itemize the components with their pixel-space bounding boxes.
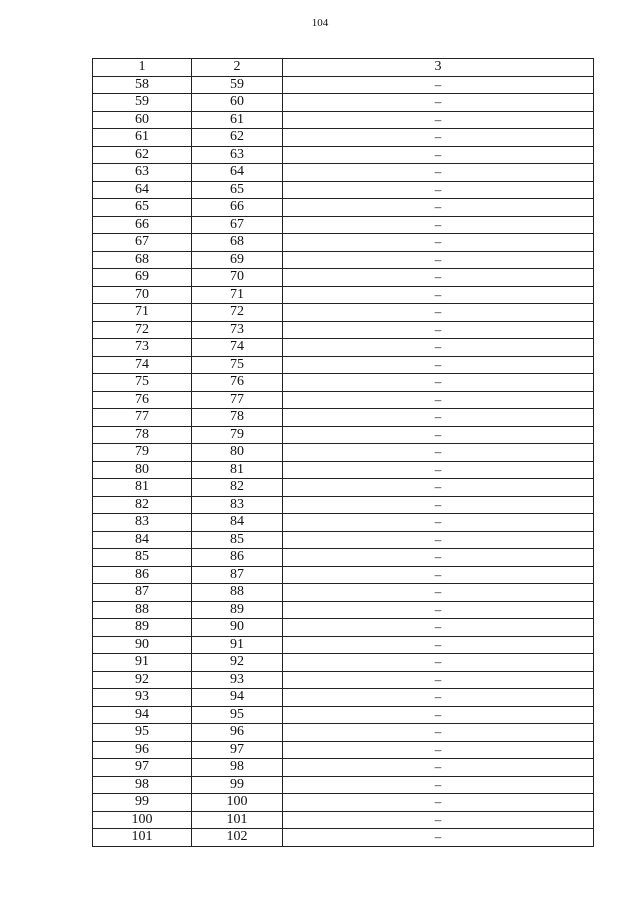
table-row: [93, 776, 594, 794]
table-cell-col-3: –: [283, 391, 594, 409]
table-row: [93, 391, 594, 409]
table-cell-col-1: 79: [93, 444, 192, 462]
table-row: [93, 654, 594, 672]
table-cell-col-1: 83: [93, 514, 192, 532]
table-cell-col-2: 94: [192, 689, 283, 707]
table-cell-col-2: 86: [192, 549, 283, 567]
table-cell-col-2: 76: [192, 374, 283, 392]
table-row: [93, 339, 594, 357]
column-header-1: 1: [93, 59, 192, 77]
table-cell-col-3: –: [283, 181, 594, 199]
table-cell-col-1: 91: [93, 654, 192, 672]
table-cell-col-3: –: [283, 566, 594, 584]
table-cell-col-3: –: [283, 654, 594, 672]
table-cell-col-1: 64: [93, 181, 192, 199]
data-table: [92, 58, 594, 847]
table-row: [93, 286, 594, 304]
table-cell-col-3: –: [283, 549, 594, 567]
table-cell-col-3: –: [283, 741, 594, 759]
table-cell-col-2: 99: [192, 776, 283, 794]
table-row: [93, 724, 594, 742]
table-cell-col-2: 71: [192, 286, 283, 304]
table-row: [93, 829, 594, 847]
table-cell-col-3: –: [283, 164, 594, 182]
table-cell-col-1: 81: [93, 479, 192, 497]
table-cell-col-1: 95: [93, 724, 192, 742]
table-cell-col-2: 64: [192, 164, 283, 182]
table-cell-col-2: 61: [192, 111, 283, 129]
table-cell-col-3: –: [283, 531, 594, 549]
table-cell-col-3: –: [283, 146, 594, 164]
table-cell-col-3: –: [283, 619, 594, 637]
table-cell-col-2: 70: [192, 269, 283, 287]
table-cell-col-3: –: [283, 94, 594, 112]
table-cell-col-1: 101: [93, 829, 192, 847]
table-cell-col-1: 85: [93, 549, 192, 567]
table-row: [93, 741, 594, 759]
table-row: [93, 234, 594, 252]
table-cell-col-3: –: [283, 321, 594, 339]
table-cell-col-1: 58: [93, 76, 192, 94]
table-cell-col-3: –: [283, 444, 594, 462]
table-row: [93, 269, 594, 287]
table-cell-col-1: 99: [93, 794, 192, 812]
table-cell-col-2: 68: [192, 234, 283, 252]
table-cell-col-3: –: [283, 409, 594, 427]
table-row: [93, 94, 594, 112]
table-cell-col-1: 73: [93, 339, 192, 357]
table-cell-col-3: –: [283, 76, 594, 94]
column-header-2: 2: [192, 59, 283, 77]
table-row: [93, 549, 594, 567]
table-cell-col-1: 84: [93, 531, 192, 549]
table-cell-col-1: 88: [93, 601, 192, 619]
table-cell-col-3: –: [283, 706, 594, 724]
table-cell-col-2: 77: [192, 391, 283, 409]
table-header-row: [93, 59, 594, 77]
table-cell-col-2: 101: [192, 811, 283, 829]
table-row: [93, 461, 594, 479]
table-row: [93, 531, 594, 549]
table-cell-col-3: –: [283, 776, 594, 794]
table-cell-col-3: –: [283, 479, 594, 497]
table-row: [93, 321, 594, 339]
table-cell-col-2: 89: [192, 601, 283, 619]
table-cell-col-1: 70: [93, 286, 192, 304]
table-cell-col-2: 78: [192, 409, 283, 427]
table-cell-col-1: 69: [93, 269, 192, 287]
table-cell-col-1: 63: [93, 164, 192, 182]
table-cell-col-1: 82: [93, 496, 192, 514]
table-row: [93, 514, 594, 532]
table-row: [93, 181, 594, 199]
table-row: [93, 356, 594, 374]
table-row: [93, 444, 594, 462]
table-cell-col-3: –: [283, 584, 594, 602]
table-cell-col-1: 93: [93, 689, 192, 707]
table-cell-col-2: 87: [192, 566, 283, 584]
table-cell-col-2: 74: [192, 339, 283, 357]
table-cell-col-1: 67: [93, 234, 192, 252]
table-cell-col-1: 65: [93, 199, 192, 217]
table-row: [93, 759, 594, 777]
table-cell-col-3: –: [283, 269, 594, 287]
table-row: [93, 584, 594, 602]
table-row: [93, 251, 594, 269]
table-cell-col-3: –: [283, 339, 594, 357]
table-cell-col-3: –: [283, 356, 594, 374]
table-cell-col-1: 71: [93, 304, 192, 322]
table-cell-col-3: –: [283, 759, 594, 777]
table-cell-col-3: –: [283, 496, 594, 514]
table-row: [93, 671, 594, 689]
table-cell-col-2: 79: [192, 426, 283, 444]
table-row: [93, 566, 594, 584]
table-row: [93, 164, 594, 182]
table-cell-col-2: 93: [192, 671, 283, 689]
table-header: [93, 59, 594, 77]
table-cell-col-2: 80: [192, 444, 283, 462]
table-cell-col-1: 68: [93, 251, 192, 269]
table-cell-col-1: 98: [93, 776, 192, 794]
table-cell-col-3: –: [283, 829, 594, 847]
table-cell-col-3: –: [283, 216, 594, 234]
table-row: [93, 111, 594, 129]
table-cell-col-3: –: [283, 811, 594, 829]
table-cell-col-2: 62: [192, 129, 283, 147]
table-cell-col-3: –: [283, 671, 594, 689]
table-cell-col-2: 100: [192, 794, 283, 812]
table-row: [93, 409, 594, 427]
table-cell-col-3: –: [283, 286, 594, 304]
table-cell-col-3: –: [283, 601, 594, 619]
table-cell-col-1: 89: [93, 619, 192, 637]
table-cell-col-1: 59: [93, 94, 192, 112]
table-row: [93, 129, 594, 147]
table-cell-col-2: 60: [192, 94, 283, 112]
table-cell-col-1: 62: [93, 146, 192, 164]
table-cell-col-2: 90: [192, 619, 283, 637]
table-cell-col-3: –: [283, 724, 594, 742]
table-body: [93, 76, 594, 846]
table-cell-col-2: 69: [192, 251, 283, 269]
table-cell-col-3: –: [283, 689, 594, 707]
table-cell-col-1: 96: [93, 741, 192, 759]
table-row: [93, 76, 594, 94]
table-cell-col-1: 66: [93, 216, 192, 234]
table-cell-col-3: –: [283, 374, 594, 392]
table-row: [93, 811, 594, 829]
table-cell-col-1: 90: [93, 636, 192, 654]
table-row: [93, 706, 594, 724]
table-cell-col-2: 63: [192, 146, 283, 164]
table-cell-col-1: 97: [93, 759, 192, 777]
table-cell-col-2: 92: [192, 654, 283, 672]
table-cell-col-2: 96: [192, 724, 283, 742]
table-cell-col-3: –: [283, 251, 594, 269]
table-cell-col-1: 80: [93, 461, 192, 479]
table-cell-col-2: 81: [192, 461, 283, 479]
table-cell-col-2: 83: [192, 496, 283, 514]
table-cell-col-2: 59: [192, 76, 283, 94]
table-cell-col-2: 98: [192, 759, 283, 777]
table-cell-col-1: 78: [93, 426, 192, 444]
table-row: [93, 496, 594, 514]
table-cell-col-3: –: [283, 461, 594, 479]
table-cell-col-2: 102: [192, 829, 283, 847]
table-cell-col-3: –: [283, 636, 594, 654]
table-cell-col-1: 76: [93, 391, 192, 409]
table-row: [93, 199, 594, 217]
table-cell-col-1: 86: [93, 566, 192, 584]
table-row: [93, 636, 594, 654]
table-row: [93, 601, 594, 619]
column-header-3: 3: [283, 59, 594, 77]
table-cell-col-3: –: [283, 514, 594, 532]
table-cell-col-2: 91: [192, 636, 283, 654]
table-row: [93, 426, 594, 444]
table-cell-col-2: 73: [192, 321, 283, 339]
table-row: [93, 304, 594, 322]
table-cell-col-1: 61: [93, 129, 192, 147]
table-cell-col-1: 60: [93, 111, 192, 129]
table-cell-col-1: 94: [93, 706, 192, 724]
table-cell-col-3: –: [283, 129, 594, 147]
table-cell-col-3: –: [283, 199, 594, 217]
table-cell-col-1: 92: [93, 671, 192, 689]
table-row: [93, 619, 594, 637]
table-cell-col-3: –: [283, 111, 594, 129]
table-cell-col-2: 85: [192, 531, 283, 549]
table-cell-col-3: –: [283, 304, 594, 322]
table-cell-col-2: 67: [192, 216, 283, 234]
table-cell-col-1: 74: [93, 356, 192, 374]
table-cell-col-2: 97: [192, 741, 283, 759]
table-cell-col-3: –: [283, 794, 594, 812]
table-cell-col-2: 65: [192, 181, 283, 199]
table-cell-col-1: 72: [93, 321, 192, 339]
table-cell-col-1: 75: [93, 374, 192, 392]
table-cell-col-2: 95: [192, 706, 283, 724]
table-row: [93, 146, 594, 164]
table-cell-col-2: 88: [192, 584, 283, 602]
table-cell-col-2: 66: [192, 199, 283, 217]
table-row: [93, 216, 594, 234]
table-row: [93, 689, 594, 707]
table-cell-col-2: 72: [192, 304, 283, 322]
table-cell-col-1: 77: [93, 409, 192, 427]
table-cell-col-2: 75: [192, 356, 283, 374]
table-cell-col-1: 100: [93, 811, 192, 829]
table-cell-col-1: 87: [93, 584, 192, 602]
table-row: [93, 794, 594, 812]
table-row: [93, 374, 594, 392]
table-cell-col-2: 84: [192, 514, 283, 532]
table-row: [93, 479, 594, 497]
page-number: 104: [311, 17, 329, 29]
table-cell-col-3: –: [283, 234, 594, 252]
table-cell-col-2: 82: [192, 479, 283, 497]
table-cell-col-3: –: [283, 426, 594, 444]
